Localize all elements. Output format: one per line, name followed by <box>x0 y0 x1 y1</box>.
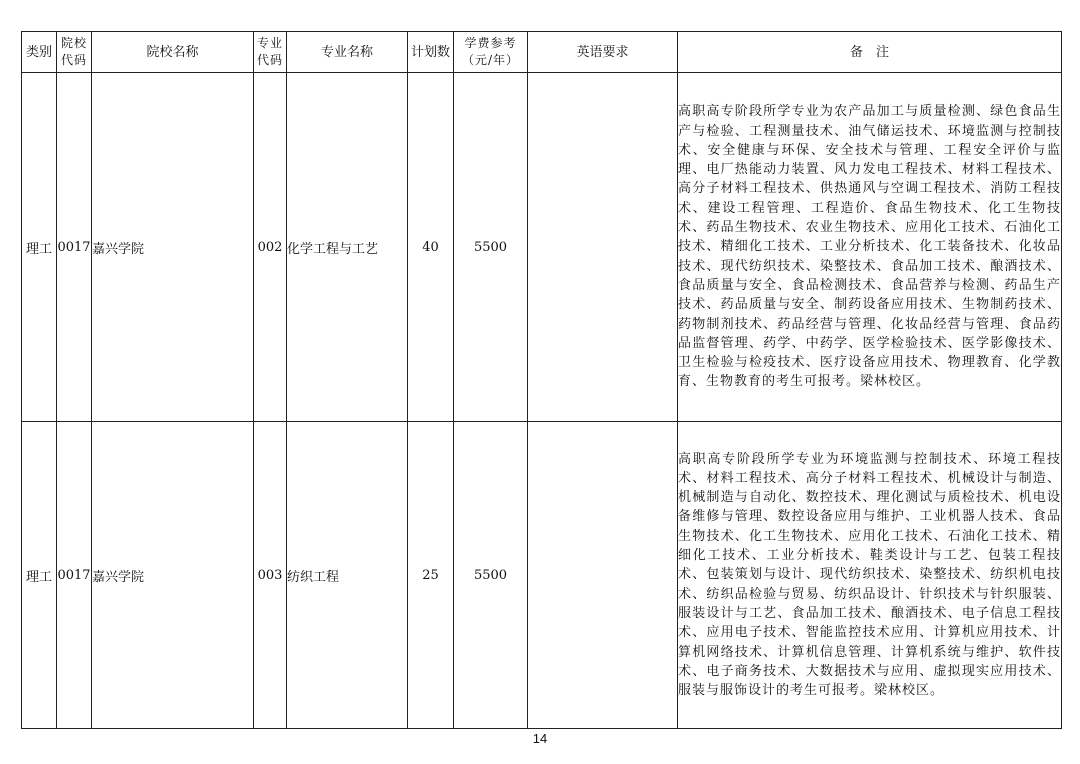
cell-school-code: 0017 <box>57 422 92 729</box>
header-school-code: 院校代码 <box>57 32 92 73</box>
cell-english <box>528 422 678 729</box>
cell-notes: 高职高专阶段所学专业为农产品加工与质量检测、绿色食品生产与检验、工程测量技术、油气储运技术、环境监测与控制技术、安全健康与环保、安全技术与管理、工程安全评价与监理、电厂热能动力装置、风力发电工程技术、材料工程技术、高分子材料工程技术、供热通风与空调工程技术、消防工程技术、建设工程管理、工程造价、食品生物技术、化工生物技术、药品生物技术、农业生物技术、应用化工技术、石油化工技术、精细化工技术、工业分析技术、化工装备技术、化妆品技术、现代纺织技术、染整技术、食品加工技术、酿酒技术、食品质量与安全、食品检测技术、食品营养与检测、药品生产技术、药品质量与安全、制药设备应用技术、生物制药技术、药物制剂技术、药品经营与管理、化妆品经营与管理、食品药品监督管理、药学、中药学、医学检验技术、医学影像技术、卫生检验与检疫技术、医疗设备应用技术、物理教育、化学教育、生物教育的考生可报考。梁林校区。 <box>678 73 1062 422</box>
cell-tuition: 5500 <box>454 73 528 422</box>
cell-plan-count: 40 <box>408 73 454 422</box>
cell-english <box>528 73 678 422</box>
cell-major-name: 化学工程与工艺 <box>287 73 408 422</box>
cell-major-code: 002 <box>254 73 287 422</box>
cell-plan-count: 25 <box>408 422 454 729</box>
cell-category: 理工 <box>22 422 57 729</box>
cell-school-name: 嘉兴学院 <box>92 422 254 729</box>
header-tuition: 学费参考（元/年） <box>454 32 528 73</box>
header-category: 类别 <box>22 32 57 73</box>
cell-notes: 高职高专阶段所学专业为环境监测与控制技术、环境工程技术、材料工程技术、高分子材料工程技术、机械设计与制造、机械制造与自动化、数控技术、理化测试与质检技术、机电设备维修与管理、数控设备应用与维护、工业机器人技术、食品生物技术、化工生物技术、应用化工技术、石油化工技术、精细化工技术、工业分析技术、鞋类设计与工艺、包装工程技术、包装策划与设计、现代纺织技术、染整技术、纺织机电技术、纺织品检验与贸易、纺织品设计、针织技术与针织服装、服装设计与工艺、食品加工技术、酿酒技术、电子信息工程技术、应用电子技术、智能监控技术应用、计算机应用技术、计算机网络技术、计算机信息管理、计算机系统与维护、软件技术、电子商务技术、大数据技术与应用、虚拟现实应用技术、服装与服饰设计的考生可报考。梁林校区。 <box>678 422 1062 729</box>
header-major-name: 专业名称 <box>287 32 408 73</box>
header-plan-count: 计划数 <box>408 32 454 73</box>
table-row <box>22 422 1062 729</box>
cell-school-name: 嘉兴学院 <box>92 73 254 422</box>
header-english: 英语要求 <box>528 32 678 73</box>
header-school-name: 院校名称 <box>92 32 254 73</box>
cell-major-name: 纺织工程 <box>287 422 408 729</box>
enrollment-plan-table <box>21 31 1062 729</box>
cell-major-code: 003 <box>254 422 287 729</box>
page-number: 14 <box>532 731 548 746</box>
cell-school-code: 0017 <box>57 73 92 422</box>
header-major-code: 专业代码 <box>254 32 287 73</box>
table-row <box>22 73 1062 422</box>
cell-tuition: 5500 <box>454 422 528 729</box>
header-notes: 备 注 <box>678 32 1062 73</box>
header-row <box>22 32 1062 73</box>
cell-category: 理工 <box>22 73 57 422</box>
